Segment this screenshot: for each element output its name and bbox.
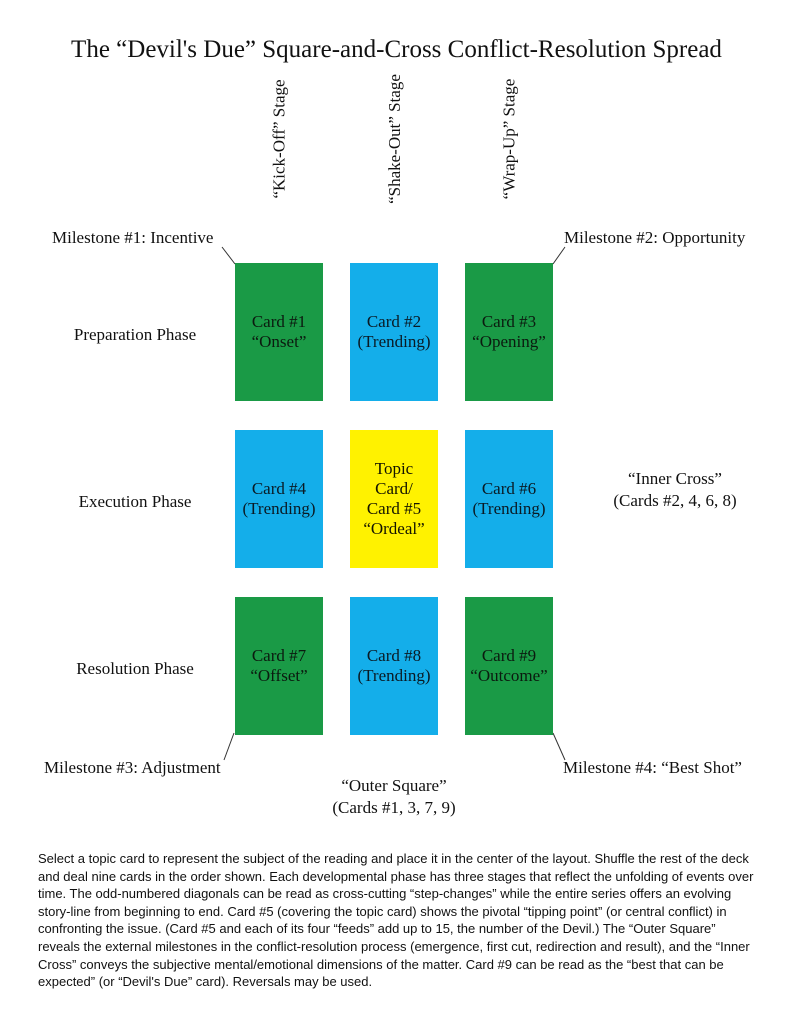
outer-square-title: “Outer Square” xyxy=(341,776,447,795)
card-5-line-2: Card/ xyxy=(375,479,413,498)
outer-square-label xyxy=(309,775,479,819)
card-7 xyxy=(235,597,323,735)
page-title: The “Devil's Due” Square-and-Cross Conflict-Resolution Spread xyxy=(71,36,722,63)
card-5-title: “Ordeal” xyxy=(363,519,425,538)
card-5-topic xyxy=(350,430,438,568)
phase-resolution: Resolution Phase xyxy=(76,659,194,678)
card-8-title: (Trending) xyxy=(357,666,431,685)
card-5-line-1: Topic xyxy=(374,459,414,478)
inner-cross-cards: (Cards #2, 4, 6, 8) xyxy=(613,491,737,510)
instructions-paragraph: Select a topic card to represent the subject of the reading and place it in the center of the layout. Shuffle the rest of the deck and deal nine cards in the order shown. Each developmental phase has three stages that reflect the unfolding of events over time. The odd-numbered diagonals can be read as cross-cutting “step-changes” while the entire series offers an evolving story-line from beginning to end. Card #5 (covering the topic card) shows the pivotal “tipping point” (or central conflict) in confronting the issue. (Card #5 and each of its four “feeds” add up to 15, the number of the Devil.) The “Outer Square” reveals the external milestones in the conflict-resolution process (emergence, first cut, redirection and result), and the “Inner Cross” conveys the subjective mental/emotional dimensions of the matter. Card #9 can be read as the “best that can be expected” (or “Devil's Due” card). Reversals may be used. xyxy=(38,851,754,990)
card-6-title: (Trending) xyxy=(472,499,546,518)
milestone-1-label: Milestone #1: Incentive xyxy=(52,228,214,247)
card-4-title: (Trending) xyxy=(242,499,316,518)
milestone-4-label: Milestone #4: “Best Shot” xyxy=(563,758,742,777)
card-5-number: Card #5 xyxy=(366,499,422,518)
outer-square-cards: (Cards #1, 3, 7, 9) xyxy=(332,798,456,817)
card-8-number: Card #8 xyxy=(366,646,422,665)
card-1-number: Card #1 xyxy=(251,312,307,331)
card-7-number: Card #7 xyxy=(251,646,307,665)
card-3-title: “Opening” xyxy=(472,332,546,351)
card-2-title: (Trending) xyxy=(357,332,431,351)
card-9 xyxy=(465,597,553,735)
card-6 xyxy=(465,430,553,568)
card-3-number: Card #3 xyxy=(481,312,537,331)
phase-execution: Execution Phase xyxy=(78,492,192,511)
card-7-title: “Offset” xyxy=(250,666,308,685)
inner-cross-title: “Inner Cross” xyxy=(628,469,722,488)
connector-milestone-3 xyxy=(224,733,234,760)
card-1-title: “Onset” xyxy=(251,332,307,351)
phase-preparation: Preparation Phase xyxy=(73,325,197,344)
card-4 xyxy=(235,430,323,568)
connector-milestone-1 xyxy=(222,247,235,264)
card-1 xyxy=(235,263,323,401)
inner-cross-label xyxy=(590,468,760,512)
card-2-number: Card #2 xyxy=(366,312,422,331)
connector-milestone-2 xyxy=(553,247,565,264)
connector-milestone-4 xyxy=(553,733,565,760)
stage-label: “Kick-Off” Stage xyxy=(270,79,290,199)
card-2 xyxy=(350,263,438,401)
card-4-number: Card #4 xyxy=(251,479,307,498)
stage-label: “Shake-Out” Stage xyxy=(385,74,405,204)
card-9-title: “Outcome” xyxy=(470,666,548,685)
card-9-number: Card #9 xyxy=(481,646,537,665)
card-6-number: Card #6 xyxy=(481,479,537,498)
stage-label: “Wrap-Up” Stage xyxy=(499,78,518,200)
card-8 xyxy=(350,597,438,735)
card-3 xyxy=(465,263,553,401)
milestone-2-label: Milestone #2: Opportunity xyxy=(564,228,746,247)
milestone-3-label: Milestone #3: Adjustment xyxy=(44,758,221,777)
